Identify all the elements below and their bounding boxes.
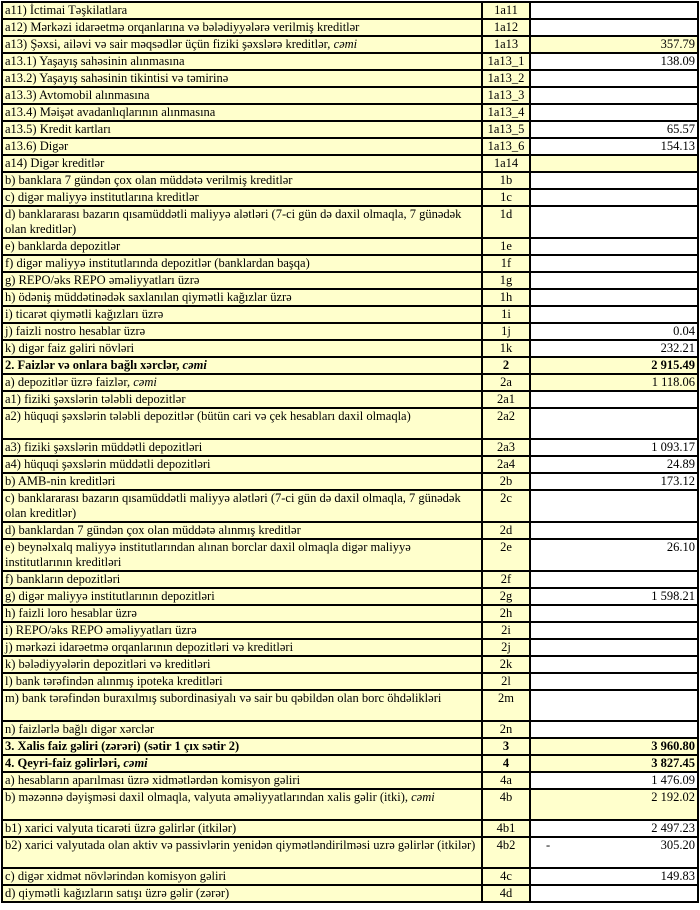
row-label: a) hesabların aparılması üzrə xidmətlərdən komisyon gəliri	[5, 773, 301, 787]
row-label-cell	[2, 138, 482, 155]
row-label-cell	[2, 340, 482, 357]
row-code-cell: 4b1	[482, 820, 530, 837]
row-code-cell: 1a13	[482, 36, 530, 53]
row-label-italic: cəmi	[411, 790, 435, 804]
row-label-cell	[2, 172, 482, 189]
row-code-cell: 1h	[482, 289, 530, 306]
table-row	[2, 374, 698, 391]
row-label: c) banklararası bazarın qısamüddətli maliyyə alətləri (7-ci gün də daxil olmaqla, 7 günədək olan kreditlər)	[5, 491, 461, 520]
table-row	[2, 206, 698, 238]
row-label: d) banklardan 7 gündən çox olan müddətə alınmış kreditlər	[5, 523, 301, 537]
row-label: c) digər xidmət növlərindən komisyon gəliri	[5, 869, 227, 883]
row-label-cell	[2, 36, 482, 53]
table-row	[2, 306, 698, 323]
row-label-cell	[2, 789, 482, 820]
table-row	[2, 289, 698, 306]
report-table-body	[2, 2, 698, 902]
row-value-cell	[530, 622, 698, 639]
row-label: c) digər maliyyə institutlarına kreditlər	[5, 190, 199, 204]
row-label: a13.4) Məişət avadanlıqlarının alınmasına	[5, 105, 216, 119]
table-row	[2, 690, 698, 721]
row-value-cell	[530, 2, 698, 19]
row-label: h) ödəniş müddətinədək saxlanılan qiymətli kağızlar üzrə	[5, 290, 292, 304]
table-row	[2, 2, 698, 19]
row-label: b1) xarici valyuta ticarəti üzrə gəlirlər (itkilər)	[5, 821, 237, 835]
row-code-cell: 1k	[482, 340, 530, 357]
row-label-cell	[2, 605, 482, 622]
row-code-cell: 4c	[482, 868, 530, 885]
row-value-cell: 173.12	[530, 473, 698, 490]
row-label: a3) fiziki şəxslərin müddətli depozitləri	[5, 440, 203, 454]
row-code-cell: 2a1	[482, 391, 530, 408]
row-label: a11) İctimai Təşkilatlara	[5, 3, 128, 17]
row-code-cell: 1a13_3	[482, 87, 530, 104]
row-value-cell	[530, 522, 698, 539]
row-label-cell	[2, 539, 482, 571]
row-value-cell: 1 476.09	[530, 772, 698, 789]
row-code-cell: 1a11	[482, 2, 530, 19]
row-label-cell	[2, 755, 482, 772]
table-row	[2, 772, 698, 789]
row-label-cell	[2, 289, 482, 306]
row-value-cell: 26.10	[530, 539, 698, 571]
table-row	[2, 473, 698, 490]
row-value-cell	[530, 571, 698, 588]
row-code-cell: 2i	[482, 622, 530, 639]
row-label: l) bank tərəfindən alınmış ipoteka kreditləri	[5, 674, 223, 688]
negative-value	[533, 838, 695, 853]
row-value-cell	[530, 885, 698, 902]
row-code-cell: 1a13_2	[482, 70, 530, 87]
row-code-cell: 3	[482, 738, 530, 755]
table-row	[2, 539, 698, 571]
row-label-cell	[2, 656, 482, 673]
row-label-cell	[2, 255, 482, 272]
row-label: a4) hüquqi şəxslərin müddətli depozitləri	[5, 457, 211, 471]
table-row	[2, 755, 698, 772]
table-row	[2, 138, 698, 155]
row-label: i) REPO/əks REPO əməliyyatları üzrə	[5, 623, 197, 637]
row-code-cell: 1a14	[482, 155, 530, 172]
table-row	[2, 53, 698, 70]
row-label: j) mərkəzi idarəetmə orqanlarının depozitləri və kreditləri	[5, 640, 294, 654]
table-row	[2, 391, 698, 408]
row-label: a12) Mərkəzi idarəetmə orqanlarına və bələdiyyələrə verilmiş kreditlər	[5, 20, 360, 34]
row-label: g) REPO/əks REPO əməliyyatları üzrə	[5, 273, 200, 287]
table-row	[2, 255, 698, 272]
row-code-cell: 1g	[482, 272, 530, 289]
table-row	[2, 272, 698, 289]
row-value-cell: 232.21	[530, 340, 698, 357]
row-code-cell: 2l	[482, 673, 530, 690]
row-value-cell	[530, 19, 698, 36]
row-code-cell: 2c	[482, 490, 530, 522]
row-value-cell: 154.13	[530, 138, 698, 155]
row-value-cell	[530, 408, 698, 439]
row-label: a13.5) Kredit kartları	[5, 122, 111, 136]
row-label-cell	[2, 238, 482, 255]
row-label: f) bankların depozitləri	[5, 572, 121, 586]
row-label-cell	[2, 189, 482, 206]
row-value-cell: 2 192.02	[530, 789, 698, 820]
row-code-cell: 2n	[482, 721, 530, 738]
row-code-cell: 2g	[482, 588, 530, 605]
table-row	[2, 789, 698, 820]
row-value-cell	[530, 605, 698, 622]
row-value-cell: 0.04	[530, 323, 698, 340]
table-row	[2, 738, 698, 755]
row-code-cell: 2f	[482, 571, 530, 588]
row-label-cell	[2, 820, 482, 837]
row-code-cell: 2d	[482, 522, 530, 539]
row-label-cell	[2, 323, 482, 340]
row-code-cell: 2a4	[482, 456, 530, 473]
row-code-cell: 2h	[482, 605, 530, 622]
table-row	[2, 837, 698, 868]
row-label-cell	[2, 306, 482, 323]
row-label: a1) fiziki şəxslərin tələbli depozitlər	[5, 392, 186, 406]
row-code-cell: 4b2	[482, 837, 530, 868]
row-label: h) faizli loro hesablar üzrə	[5, 606, 137, 620]
row-label-cell	[2, 2, 482, 19]
row-label-cell	[2, 53, 482, 70]
table-row	[2, 639, 698, 656]
row-label-cell	[2, 206, 482, 238]
row-label-cell	[2, 456, 482, 473]
row-value-cell: 65.57	[530, 121, 698, 138]
table-row	[2, 70, 698, 87]
table-row	[2, 820, 698, 837]
row-value-cell	[530, 391, 698, 408]
table-row	[2, 408, 698, 439]
row-code-cell: 1a13_5	[482, 121, 530, 138]
table-row	[2, 721, 698, 738]
row-label: 2. Faizlər və onlara bağlı xərclər,	[5, 358, 183, 372]
row-label-cell	[2, 104, 482, 121]
row-code-cell: 1a13_1	[482, 53, 530, 70]
row-label: b) banklara 7 gündən çox olan müddətə verilmiş kreditlər	[5, 173, 293, 187]
row-label-italic: cəmi	[333, 37, 358, 51]
row-label-cell	[2, 473, 482, 490]
row-value-cell	[530, 690, 698, 721]
row-value-cell: 1 093.17	[530, 439, 698, 456]
row-label: a13.1) Yaşayış sahəsinin alınmasına	[5, 54, 185, 68]
row-value-cell	[530, 289, 698, 306]
negative-sign: -	[546, 838, 551, 852]
row-code-cell: 1e	[482, 238, 530, 255]
row-value-cell	[530, 272, 698, 289]
row-label: g) digər maliyyə institutlarının depozitləri	[5, 589, 215, 603]
row-value-cell	[530, 255, 698, 272]
table-row	[2, 340, 698, 357]
row-label-cell	[2, 885, 482, 902]
row-label-cell	[2, 357, 482, 374]
row-label: a13.6) Digər	[5, 139, 69, 153]
table-row	[2, 885, 698, 902]
row-label: 3. Xalis faiz gəliri (zərəri) (sətir 1 çıx sətir 2)	[5, 739, 240, 753]
report-table	[1, 1, 699, 903]
table-row	[2, 121, 698, 138]
table-row	[2, 673, 698, 690]
row-code-cell: 2	[482, 357, 530, 374]
table-row	[2, 189, 698, 206]
row-label-cell	[2, 673, 482, 690]
table-row	[2, 571, 698, 588]
row-code-cell: 1d	[482, 206, 530, 238]
row-code-cell: 4a	[482, 772, 530, 789]
row-value-cell	[530, 70, 698, 87]
row-code-cell: 1i	[482, 306, 530, 323]
table-row	[2, 605, 698, 622]
row-code-cell: 4b	[482, 789, 530, 820]
row-label: k) bələdiyyələrin depozitləri və kreditləri	[5, 657, 211, 671]
table-row	[2, 357, 698, 374]
table-row	[2, 36, 698, 53]
row-label-cell	[2, 738, 482, 755]
row-label-cell	[2, 19, 482, 36]
row-value-cell	[530, 87, 698, 104]
row-label-cell	[2, 588, 482, 605]
row-code-cell: 4	[482, 755, 530, 772]
row-label-cell	[2, 374, 482, 391]
row-code-cell: 1c	[482, 189, 530, 206]
row-label: a13) Şəxsi, ailəvi və sair məqsədlər üçün fiziki şəxslərə kreditlər,	[5, 37, 334, 51]
row-label: a2) hüquqi şəxslərin tələbli depozitlər (bütün cari və çek hesabları daxil olmaqla)	[5, 409, 411, 423]
row-label: d) banklararası bazarın qısamüddətli maliyyə alətləri (7-ci gün də daxil olmaqla, 7 günədək olan kreditlər)	[5, 207, 462, 236]
row-code-cell: 2e	[482, 539, 530, 571]
table-row	[2, 172, 698, 189]
row-code-cell: 1j	[482, 323, 530, 340]
row-value-cell: 149.83	[530, 868, 698, 885]
row-value-cell	[530, 206, 698, 238]
table-row	[2, 868, 698, 885]
row-value-cell	[530, 155, 698, 172]
table-row	[2, 622, 698, 639]
row-value-cell: 24.89	[530, 456, 698, 473]
row-label: a13.3) Avtomobil alınmasına	[5, 88, 150, 102]
row-label: a14) Digər kreditlər	[5, 156, 105, 170]
row-code-cell: 4d	[482, 885, 530, 902]
row-code-cell: 2a2	[482, 408, 530, 439]
row-code-cell: 1a13_6	[482, 138, 530, 155]
row-label-cell	[2, 408, 482, 439]
row-label-cell	[2, 522, 482, 539]
table-row	[2, 456, 698, 473]
row-label: a13.2) Yaşayış sahəsinin tikintisi və təmirinə	[5, 71, 229, 85]
table-row	[2, 656, 698, 673]
row-label-cell	[2, 639, 482, 656]
row-value-cell	[530, 189, 698, 206]
row-code-cell: 1f	[482, 255, 530, 272]
row-label: a) depozitlər üzrə faizlər,	[5, 375, 134, 389]
table-row	[2, 104, 698, 121]
row-label-cell	[2, 70, 482, 87]
row-code-cell: 2j	[482, 639, 530, 656]
row-code-cell: 2b	[482, 473, 530, 490]
row-label-cell	[2, 87, 482, 104]
row-value-cell: 2 915.49	[530, 357, 698, 374]
row-label: k) digər faiz gəliri növləri	[5, 341, 135, 355]
row-value-cell: 1 598.21	[530, 588, 698, 605]
row-code-cell: 2a	[482, 374, 530, 391]
row-value-cell	[530, 673, 698, 690]
row-value-cell	[530, 721, 698, 738]
table-row	[2, 238, 698, 255]
row-value-cell: 138.09	[530, 53, 698, 70]
row-value-cell: 357.79	[530, 36, 698, 53]
row-label-cell	[2, 690, 482, 721]
row-label: n) faizlərlə bağlı digər xərclər	[5, 722, 155, 736]
row-label: f) digər maliyyə institutlarında depozitlər (banklardan başqa)	[5, 256, 310, 270]
row-label-italic: cəmi	[123, 756, 148, 770]
row-value-cell	[530, 656, 698, 673]
row-label-cell	[2, 155, 482, 172]
row-value-cell: 2 497.23	[530, 820, 698, 837]
row-label-cell	[2, 721, 482, 738]
row-label: b) AMB-nin kreditləri	[5, 474, 116, 488]
table-row	[2, 155, 698, 172]
row-value-cell	[530, 172, 698, 189]
row-label-cell	[2, 837, 482, 868]
row-value-cell: 3 960.80	[530, 738, 698, 755]
row-code-cell: 2k	[482, 656, 530, 673]
row-label-cell	[2, 622, 482, 639]
row-label: j) faizli nostro hesablar üzrə	[5, 324, 146, 338]
row-value-cell	[530, 837, 698, 868]
row-label-cell	[2, 439, 482, 456]
row-value-cell	[530, 490, 698, 522]
row-label-cell	[2, 571, 482, 588]
row-label: 4. Qeyri-faiz gəlirləri,	[5, 756, 124, 770]
row-code-cell: 2m	[482, 690, 530, 721]
row-value: 305.20	[660, 838, 695, 852]
table-row	[2, 490, 698, 522]
table-row	[2, 439, 698, 456]
row-label-cell	[2, 391, 482, 408]
row-label-cell	[2, 272, 482, 289]
row-value-cell	[530, 639, 698, 656]
row-code-cell: 1b	[482, 172, 530, 189]
row-label: i) ticarət qiymətli kağızları üzrə	[5, 307, 164, 321]
row-code-cell: 1a13_4	[482, 104, 530, 121]
row-code-cell: 2a3	[482, 439, 530, 456]
row-code-cell: 1a12	[482, 19, 530, 36]
table-row	[2, 588, 698, 605]
row-value-cell: 3 827.45	[530, 755, 698, 772]
row-label-cell	[2, 868, 482, 885]
row-label-cell	[2, 490, 482, 522]
row-label-italic: cəmi	[182, 358, 207, 372]
row-value-cell	[530, 104, 698, 121]
row-value-cell	[530, 306, 698, 323]
row-label: m) bank tərəfindən buraxılmış subordinasiyalı və sair bu qəbildən olan borc öhdəlikləri	[5, 691, 442, 705]
row-label: e) banklarda depozitlər	[5, 239, 121, 253]
row-label: b) məzənnə dəyişməsi daxil olmaqla, valyuta əməliyyatlarından xalis gəlir (itki),	[5, 790, 412, 804]
row-value-cell	[530, 238, 698, 255]
row-label-cell	[2, 772, 482, 789]
table-row	[2, 19, 698, 36]
row-value-cell: 1 118.06	[530, 374, 698, 391]
row-label-cell	[2, 121, 482, 138]
table-row	[2, 323, 698, 340]
table-row	[2, 522, 698, 539]
row-label-italic: cəmi	[133, 375, 157, 389]
row-label: b2) xarici valyutada olan aktiv və passivlərin yenidən qiymətləndirilməsi uzrə gəlirlər (itkilər)	[5, 838, 476, 852]
row-label: d) qiymətli kağızların satışı üzrə gəlir (zərər)	[5, 886, 230, 900]
table-row	[2, 87, 698, 104]
row-label: e) beynəlxalq maliyyə institutlarından alınan borclar daxil olmaqla digər maliyyə institutlarının kreditləri	[5, 540, 411, 569]
